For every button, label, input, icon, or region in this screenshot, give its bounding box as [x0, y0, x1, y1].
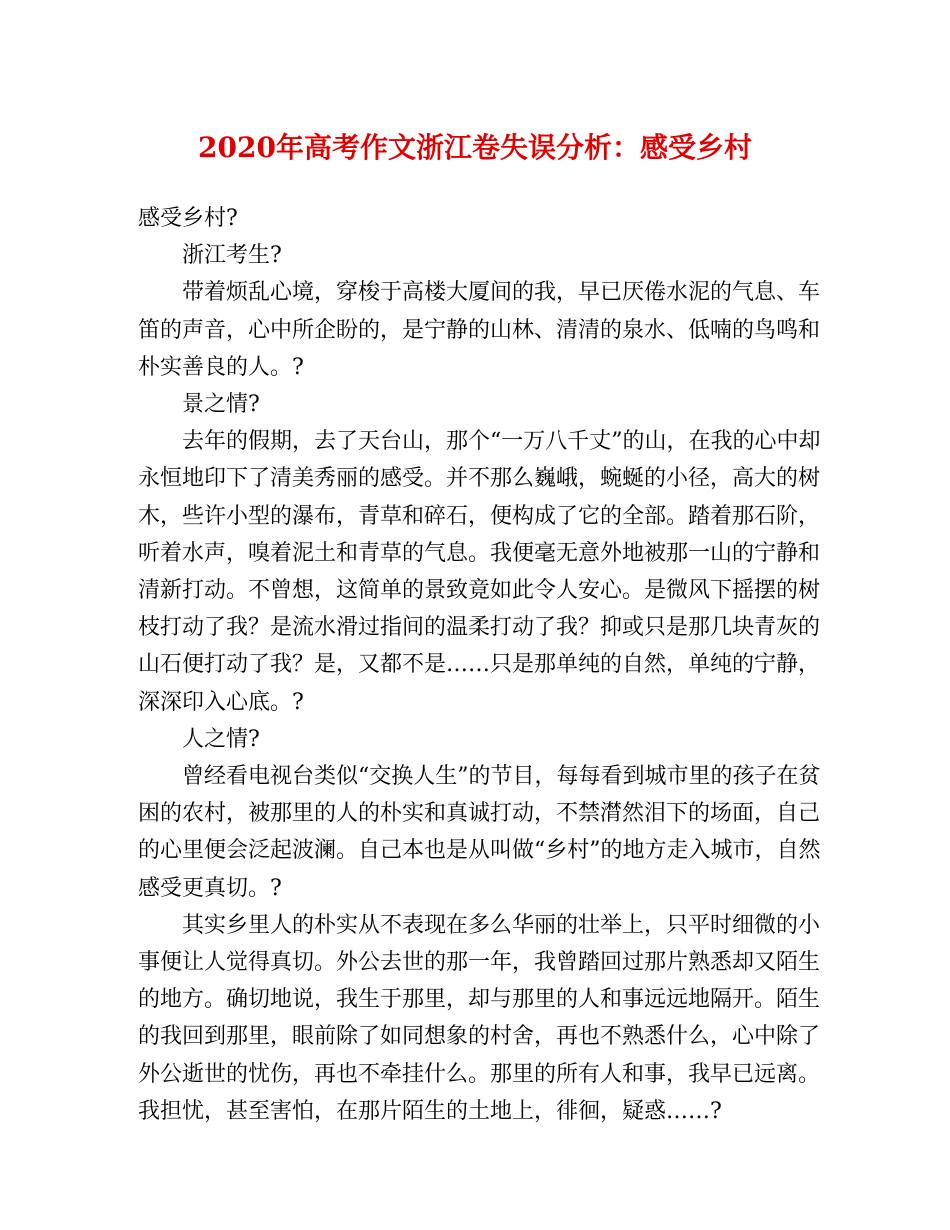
section-heading-people: 人之情?	[182, 726, 260, 752]
paragraph-scenery: 去年的假期，去了天台山，那个“一万八千丈”的山，在我的心中却永恒地印下了清美秀丽的感受。并不那么巍峨，蜿蜒的小径，高大的树木，些许小型的瀑布，青草和碎石，便构成了它的全部。踏着那石阶，听着水声，嗅着泥土和青草的气息。我便毫无意外地被那一山的宁静和清新打动。不曾想，这简单的景致竟如此令人安心。是微风下摇摆的树枝打动了我？是流水滑过指间的温柔打动了我？抑或只是那几块青灰的山石便打动了我？是，又都不是……只是那单纯的自然，单纯的宁静，深深印入心底。?	[138, 429, 821, 715]
paragraph-heading: 感受乡村?	[138, 206, 238, 231]
document-title: 2020年高考作文浙江卷失误分析：感受乡村	[198, 131, 752, 164]
paragraph-intro: 带着烦乱心境，穿梭于高楼大厦间的我，早已厌倦水泥的气息、车笛的声音，心中所企盼的，是宁静的山林、清清的泉水、低喃的鸟鸣和朴实善良的人。?	[138, 280, 821, 380]
paragraph-people: 曾经看电视台类似“交换人生”的节目，每每看到城市里的孩子在贫困的农村，被那里的人的朴实和真诚打动，不禁潸然泪下的场面，自己的心里便会泛起波澜。自己本也是从叫做“乡村”的地方走入城市，自然感受更真切。?	[138, 764, 821, 901]
paragraph-villagers: 其实乡里人的朴实从不表现在多么华丽的壮举上，只平时细微的小事便让人觉得真切。外公去世的那一年，我曾踏回过那片熟悉却又陌生的地方。确切地说，我生于那里，却与那里的人和事远远地隔开。陌生的我回到那里，眼前除了如同想象的村舍，再也不熟悉什么，心中除了外公逝世的忧伤，再也不牵挂什么。那里的所有人和事，我早已远离。我担忧，甚至害怕，在那片陌生的土地上，徘徊，疑惑……?	[138, 912, 821, 1124]
section-heading-scenery: 景之情?	[182, 392, 260, 418]
document-body	[138, 200, 828, 1130]
paragraph-author: 浙江考生?	[182, 243, 282, 269]
